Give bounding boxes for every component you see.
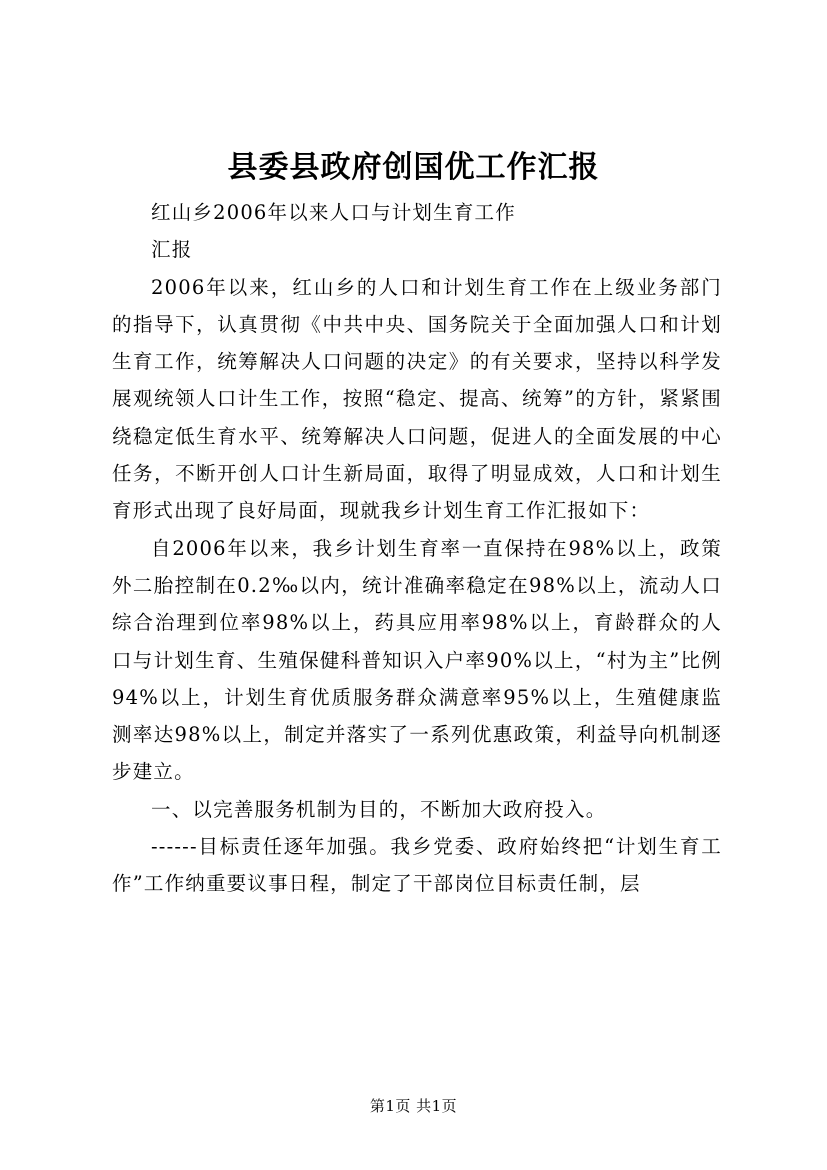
subtitle-line-1: 红山乡2006年以来人口与计划生育工作 [151, 201, 516, 224]
paragraph-intro: 2006年以来，红山乡的人口和计划生育工作在上级业务部门的指导下，认真贯彻《中共中央、国务院关于全面加强人口和计划生育工作，统筹解决人口问题的决定》的有关要求，坚持以科学发展观统领人口计生工作，按照“稳定、提高、统筹”的方针，紧紧围绕稳定低生育水平、统筹解决人口问题，促进人的全面发展的中心任务，不断开创人口计生新局面，取得了明显成效，人口和计划生育形式出现了良好局面，现就我乡计划生育工作汇报如下： [112, 275, 722, 523]
document-title: 县委县政府创国优工作汇报 [227, 150, 600, 185]
document-body [112, 194, 722, 903]
subtitle-line-2: 汇报 [151, 238, 193, 262]
paragraph-statistics: 自2006年以来，我乡计划生育率一直保持在98%以上，政策外二胎控制在0.2‰以内，统计准确率稳定在98%以上，流动人口综合治理到位率98%以上，药具应用率98%以上，育龄群众的人口与计划生育、生殖保健科普知识入户率90%以上，“村为主”比例94%以上，计划生育优质服务群众满意率95%以上，生殖健康监测率达98%以上，制定并落实了一系列优惠政策，利益导向机制逐步建立。 [112, 536, 722, 784]
section-heading-1: 一、以完善服务机制为目的，不断加大政府投入。 [151, 797, 607, 821]
paragraph-responsibility: ------目标责任逐年加强。我乡党委、政府始终把“计划生育工作”工作纳重要议事日程，制定了干部岗位目标责任制，层 [112, 835, 722, 896]
page-footer: 第1页 共1页 [369, 1097, 458, 1115]
